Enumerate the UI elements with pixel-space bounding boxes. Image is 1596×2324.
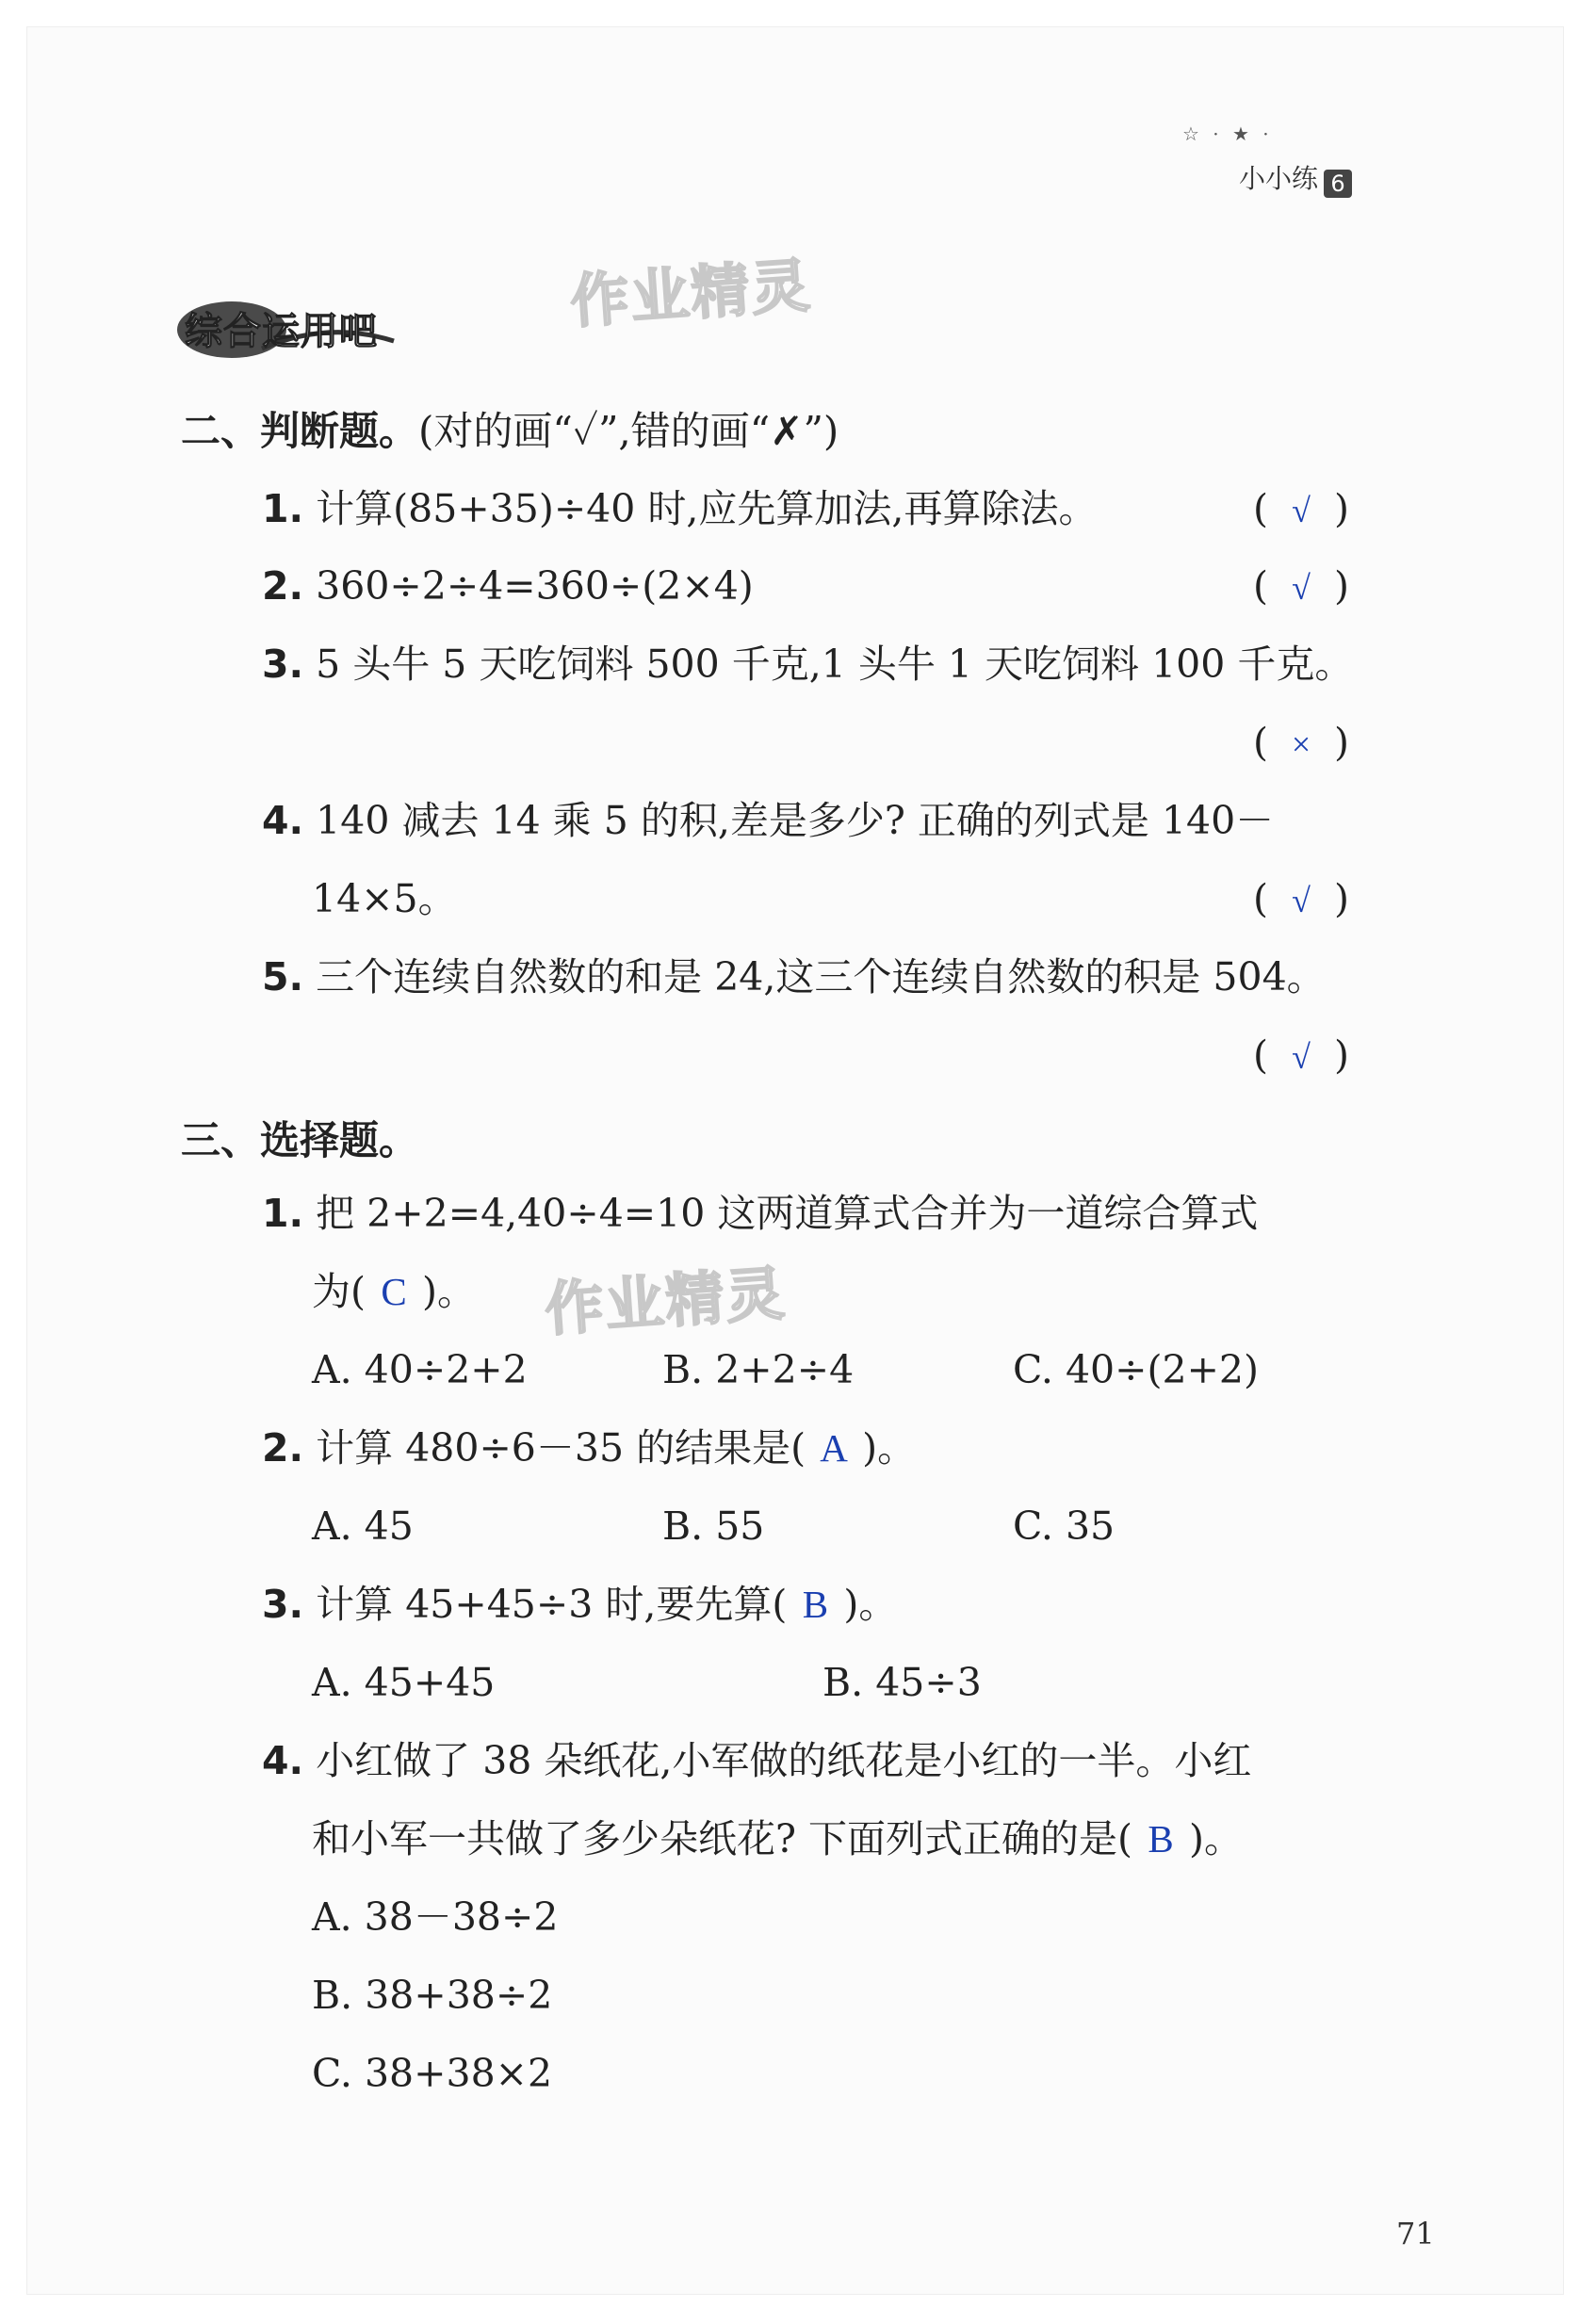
answer-mark: × xyxy=(1291,725,1311,763)
item-number: 4. xyxy=(262,1738,304,1783)
judge-item-5 xyxy=(262,951,1326,1003)
choice-option: A. 45 xyxy=(312,1503,414,1549)
answer-mark: √ xyxy=(1292,569,1311,607)
answer-mark: √ xyxy=(1292,1038,1311,1076)
judge-answer-4: ( √ ) xyxy=(1253,872,1349,927)
section2-note: (对的画“✓”,错的画“✗”) xyxy=(418,408,839,454)
item-text: 5 头牛 5 天吃饲料 500 千克,1 头牛 1 天吃饲料 100 千克。 xyxy=(316,642,1354,687)
judge-answer-5: ( √ ) xyxy=(1253,1029,1349,1083)
choice-item-1-cont xyxy=(312,1265,476,1318)
item-number: 5. xyxy=(262,954,304,999)
item-text: 计算 480÷6－35 的结果是( xyxy=(316,1425,806,1471)
choice-option: C. 40÷(2+2) xyxy=(1013,1347,1260,1392)
choice-item-2 xyxy=(262,1422,916,1474)
judge-item-4-cont: 14×5。 xyxy=(312,876,457,921)
item-text: )。 xyxy=(422,1269,476,1314)
item-text: )。 xyxy=(843,1582,898,1627)
choice-item-1 xyxy=(262,1187,1258,1240)
item-text: 140 减去 14 乘 5 的积,差是多少? 正确的列式是 140－ xyxy=(316,798,1275,843)
answer-mark: B xyxy=(1148,1817,1174,1861)
choice-option: A. 45+45 xyxy=(312,1660,496,1705)
choice-item-4-cont xyxy=(312,1812,1243,1865)
watermark-top: 作业精灵 xyxy=(568,251,814,336)
item-text: 三个连续自然数的和是 24,这三个连续自然数的积是 504。 xyxy=(316,954,1326,999)
header-stars-icon: ☆ · ★ · xyxy=(1182,122,1273,145)
item-number: 3. xyxy=(262,642,304,687)
item-number: 2. xyxy=(262,563,304,609)
choice-option: B. 2+2÷4 xyxy=(662,1347,855,1392)
header xyxy=(1239,158,1352,198)
choice-option: C. 35 xyxy=(1013,1503,1116,1549)
section3-title: 三、选择题。 xyxy=(181,1117,419,1163)
page-number: 71 xyxy=(1396,2216,1435,2251)
judge-item-2 xyxy=(262,560,754,612)
item-text: 为( xyxy=(312,1269,366,1314)
judge-answer-2: ( √ ) xyxy=(1253,560,1349,614)
item-text: 360÷2÷4=360÷(2×4) xyxy=(316,563,754,609)
choice-option: A. 40÷2+2 xyxy=(312,1347,528,1392)
judge-answer-3: ( × ) xyxy=(1253,716,1349,771)
logo-text: 综合运用吧 xyxy=(185,310,378,353)
answer-mark: √ xyxy=(1292,882,1311,919)
header-label: 小小练 xyxy=(1239,163,1319,194)
item-text: )。 xyxy=(1189,1816,1244,1861)
item-number: 1. xyxy=(262,1191,304,1236)
choice-option: A. 38－38÷2 xyxy=(312,1894,559,1940)
answer-mark: A xyxy=(820,1426,848,1470)
answer-mark: √ xyxy=(1292,492,1311,529)
section-logo xyxy=(177,283,450,367)
choice-option: C. 38+38×2 xyxy=(312,2051,553,2096)
item-text: )。 xyxy=(862,1425,917,1471)
judge-item-4 xyxy=(262,794,1274,847)
item-number: 1. xyxy=(262,486,304,531)
item-text: 小红做了 38 朵纸花,小军做的纸花是小红的一半。小红 xyxy=(316,1738,1252,1783)
item-text: 把 2+2=4,40÷4=10 这两道算式合并为一道综合算式 xyxy=(316,1191,1259,1236)
section2-title: 二、判断题。 xyxy=(181,408,419,454)
choice-option: B. 45÷3 xyxy=(822,1660,982,1705)
item-number: 3. xyxy=(262,1582,304,1627)
header-badge: 6 xyxy=(1324,170,1352,198)
item-number: 2. xyxy=(262,1425,304,1471)
answer-mark: B xyxy=(802,1583,829,1626)
choice-item-3 xyxy=(262,1578,897,1631)
item-text: 计算 45+45÷3 时,要先算( xyxy=(316,1582,788,1627)
answer-mark: C xyxy=(381,1270,407,1313)
choice-option: B. 38+38÷2 xyxy=(312,1973,553,2018)
choice-option: B. 55 xyxy=(662,1503,765,1549)
judge-item-3 xyxy=(262,638,1353,691)
watermark-mid: 作业精灵 xyxy=(543,1259,789,1344)
item-text: 和小军一共做了多少朵纸花? 下面列式正确的是( xyxy=(312,1816,1133,1861)
choice-item-4 xyxy=(262,1734,1251,1787)
judge-item-1 xyxy=(262,482,1097,535)
item-text: 计算(85+35)÷40 时,应先算加法,再算除法。 xyxy=(316,486,1098,531)
item-number: 4. xyxy=(262,798,304,843)
judge-answer-1: ( √ ) xyxy=(1253,482,1349,537)
section2-heading xyxy=(181,400,839,457)
